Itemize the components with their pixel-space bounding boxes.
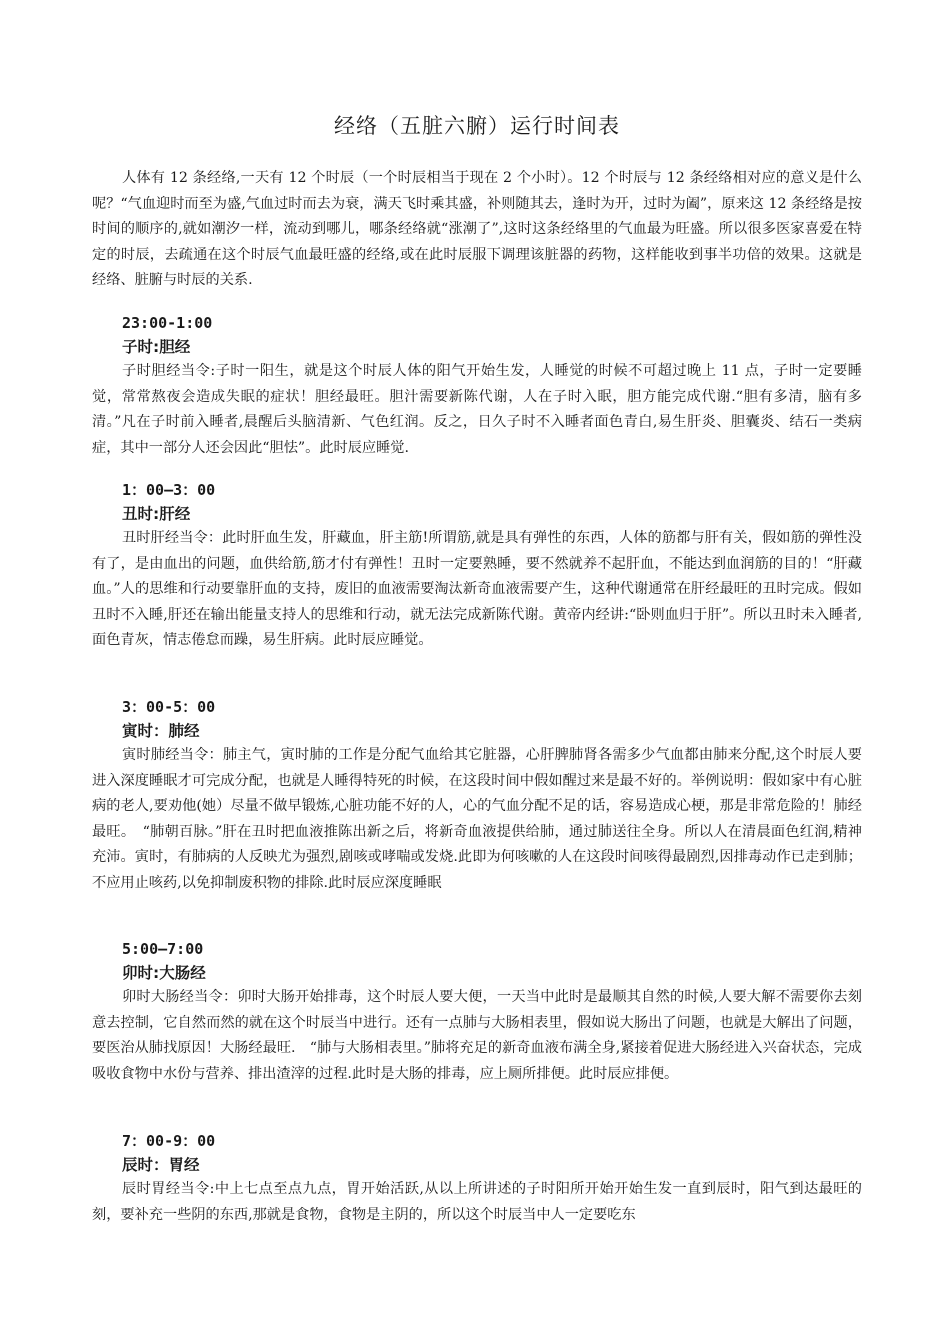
section-heading: 子时:胆经 <box>122 338 191 356</box>
section-time: 1：00—3：00 <box>122 481 216 499</box>
section-heading: 寅时：肺经 <box>122 722 200 740</box>
section-heading: 辰时：胃经 <box>122 1156 200 1174</box>
section-time: 3：00-5：00 <box>122 698 216 716</box>
section-body: 辰时胃经当令:中上七点至点九点，胃开始活跃,从以上所讲述的子时阳所开始开始生发一直到辰时，阳气到达最旺的刻，要补充一些阴的东西,那就是食物，食物是主阴的，所以这个时辰当中人一定要吃东 <box>92 1181 862 1223</box>
page-title: 经络（五脏六腑）运行时间表 <box>334 114 620 138</box>
section-body: 子时胆经当令:子时一阳生，就是这个时辰人体的阳气开始生发，人睡觉的时候不可超过晚上 11 点，子时一定要睡觉，常常熬夜会造成失眠的症状！胆经最旺。胆汁需要新陈代谢，人在子时入眠，胆方能完成代谢.“胆有多清，脑有多清。”凡在子时前入睡者,晨醒后头脑清新、气色红润。反之，日久子时不入睡者面色青白,易生肝炎、胆囊炎、结石一类病症，其中一部分人还会因此“胆怯”。此时辰应睡觉. <box>92 363 862 456</box>
section-yin <box>92 695 862 896</box>
section-body: 卯时大肠经当令：卯时大肠开始排毒，这个时辰人要大便，一天当中此时是最顺其自然的时候,人要大解不需要你去刻意去控制，它自然而然的就在这个时辰当中进行。还有一点肺与大肠相表里，假如说大肠出了问题，也就是大解出了问题，要医治从肺找原因！大肠经最旺. “肺与大肠相表里。”肺将充足的新奇血液布满全身,紧接着促进大肠经进入兴奋状态，完成吸收食物中水份与营养、排出渣滓的过程.此时是大肠的排毒，应上厕所排便。此时辰应排便。 <box>92 989 862 1082</box>
section-chou <box>92 478 862 654</box>
section-heading: 卯时:大肠经 <box>122 964 206 982</box>
section-time: 23:00-1:00 <box>122 314 213 332</box>
section-body: 丑时肝经当令：此时肝血生发，肝藏血，肝主筋!所谓筋,就是具有弹性的东西，人体的筋都与肝有关，假如筋的弹性没有了，是由血出的问题，血供给筋,筋才付有弹性！丑时一定要熟睡，要不然就养不起肝血，不能达到血润筋的目的！“肝藏血。”人的思维和行动要靠肝血的支持，废旧的血液需要淘汰新奇血液需要产生，这种代谢通常在肝经最旺的丑时完成。假如丑时不入睡,肝还在输出能量支持人的思维和行动，就无法完成新陈代谢。黄帝内经讲:“卧则血归于肝”。所以丑时未入睡者,面色青灰，情志倦怠而躁，易生肝病。此时辰应睡觉。 <box>92 530 862 648</box>
section-mao <box>92 937 862 1087</box>
section-body: 寅时肺经当令：肺主气，寅时肺的工作是分配气血给其它脏器，心肝脾肺肾各需多少气血都由肺来分配,这个时辰人要进入深度睡眠才可完成分配，也就是人睡得特死的时候，在这段时间中假如醒过来是最不好的。举例说明：假如家中有心脏病的老人,要劝他(她）尽量不做早锻炼,心脏功能不好的人，心的气血分配不足的话，容易造成心梗，那是非常危险的！肺经最旺。 “肺朝百脉。”肝在丑时把血液推陈出新之后，将新奇血液提供给肺，通过肺送往全身。所以人在清晨面色红润,精神充沛。寅时，有肺病的人反映尤为强烈,剧咳或哮喘或发烧.此即为何咳嗽的人在这段时间咳得最剧烈,因排毒动作已走到肺；不应用止咳药,以免抑制废积物的排除.此时辰应深度睡眠 <box>92 747 862 891</box>
section-chen <box>92 1129 862 1228</box>
intro-paragraph: 人体有 12 条经络,一天有 12 个时辰（一个时辰相当于现在 2 个小时）。12 个时辰与 12 条经络相对应的意义是什么呢？“气血迎时而至为盛,气血过时而去为衰，满天飞时乘其盛，补则随其去，逢时为开，过时为阖”，原来这 12 条经络是按时间的顺序的,就如潮汐一样，流动到哪儿，哪条经络就“涨潮了”,这时这条经络里的气血最为旺盛。所以很多医家喜爱在特定的时辰，去疏通在这个时辰气血最旺盛的经络,或在此时辰服下调理该脏器的药物，这样能收到事半功倍的效果。这就是经络、脏腑与时辰的关系. <box>92 170 862 288</box>
section-time: 7：00-9：00 <box>122 1132 216 1150</box>
section-heading: 丑时:肝经 <box>122 505 191 523</box>
section-time: 5:00—7:00 <box>122 940 204 958</box>
section-zi <box>92 311 862 461</box>
